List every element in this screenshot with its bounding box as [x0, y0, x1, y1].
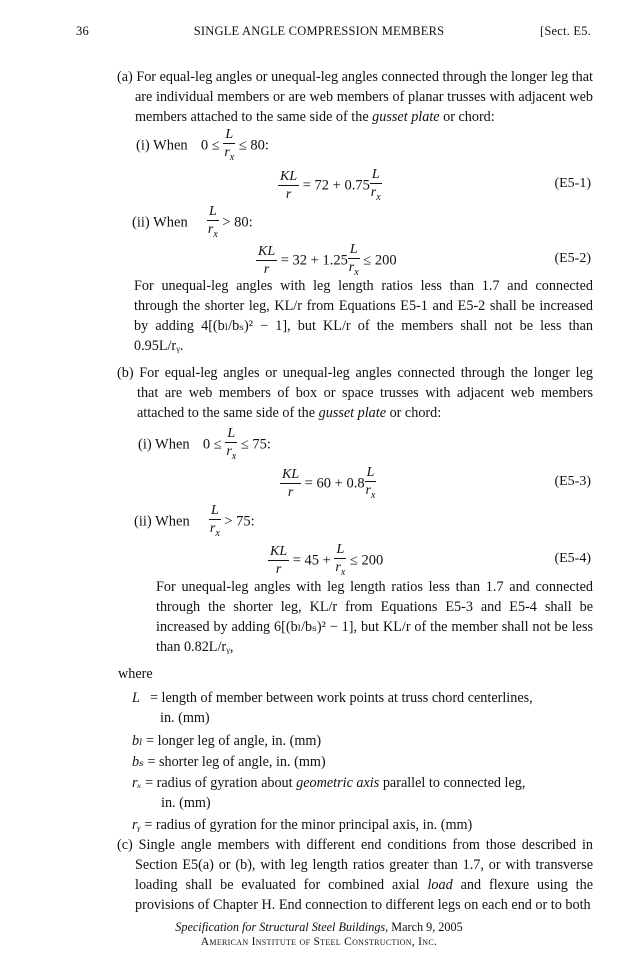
equation-e5-3: $\frac{KL}{r}$ = 60 + 0.8 $\frac{L}{r_x}$ — [282, 465, 376, 501]
equation-number-e5-3: (E5-3) — [554, 474, 591, 489]
equation-e5-4: $\frac{KL}{r}$ = 45 + $\frac{L}{r_x}$ ≤ 200 — [270, 542, 384, 578]
footer-spec: Specification for Structural Steel Buildings, March 9, 2005 — [175, 920, 463, 934]
para-a-text: For equal-leg angles or unequal-leg angles connected through the longer leg that are individual members or are web members of planar trusses with adjacent web members attached to the same side of the — [135, 69, 594, 125]
definition-bs: bₛ = shorter leg of angle, in. (mm) — [132, 754, 326, 770]
case-a-i-label: (i) When — [136, 137, 188, 154]
running-title: SINGLE ANGLE COMPRESSION MEMBERS — [193, 24, 445, 38]
definition-bl: bₗ = longer leg of angle, in. (mm) — [132, 733, 322, 749]
definition-l: L = length of member between work points at truss chord centerlines, in. (mm) — [132, 690, 533, 726]
para-a-end: or chord: — [443, 109, 495, 125]
case-b-i: (i) When 0 ≤ $\frac{L}{r_x}$ ≤ 75: — [138, 426, 271, 462]
footer-publisher: American Institute of Steel Construction, Inc. — [200, 936, 438, 948]
case-a-ii: (ii) When $\frac{L}{r_x}$ > 80: — [132, 204, 253, 240]
para-a-label: (a) — [117, 69, 133, 85]
case-a-i-tail: ≤ 80: — [238, 137, 269, 154]
fraction-l-rx: $\frac{L}{r_x}$ — [224, 127, 235, 163]
para-a-em: gusset plate — [372, 109, 440, 125]
para-a-note: For unequal-leg angles with leg length ratios less than 1.7 and connected through the shorter leg, KL/r from Equations E5-1 and E5-2 shall be increased by adding 4[(bₗ/bₛ)² − 1], but KL/r of the members shall not be less than 0.95L/rᵧ. — [134, 278, 593, 354]
equation-number-e5-4: (E5-4) — [554, 551, 591, 566]
section-ref: [Sect. E5. — [540, 24, 591, 38]
para-a-intro — [117, 67, 593, 127]
equation-e5-1: $\frac{KL}{r}$ = 72 + 0.75 $\frac{L}{r_x}$ — [280, 167, 381, 203]
equation-e5-2: $\frac{KL}{r}$ = 32 + 1.25 $\frac{L}{r_x}$ ≤ 200 — [258, 242, 397, 278]
where-label: where — [118, 666, 153, 682]
case-b-ii: (ii) When $\frac{L}{r_x}$ > 75: — [134, 503, 255, 539]
equation-number-e5-1: (E5-1) — [554, 176, 591, 191]
equation-number-e5-2: (E5-2) — [554, 251, 591, 266]
case-a-i-cond: 0 ≤ — [200, 137, 220, 154]
para-b-intro: (b) For equal-leg angles or unequal-leg angles connected through the longer leg that are web members of box or space trusses with adjacent web members attached to the same side of the gusset plate or chord: — [117, 365, 593, 421]
para-c: (c) Single angle members with different end conditions from those described in Section E5(a) or (b), with leg length ratios greater than 1.7, or with transverse loading shall be evaluated for combined axial load and flexure using the provisions of Chapter H. End connection to different legs on each end or to both — [117, 837, 594, 913]
case-a-i — [136, 126, 269, 166]
definition-rz: rᵧ = radius of gyration for the minor principal axis, in. (mm) — [132, 817, 473, 833]
para-b-note: For unequal-leg angles with leg length ratios less than 1.7 and connected through the shorter leg, KL/r from Equations E5-3 and E5-4 shall be increased by adding 6[(bₗ/bₛ)² − 1], but KL/r of the member shall not be less than 0.82L/rᵧ, — [156, 579, 593, 655]
definition-rx: rₓ = radius of gyration about geometric axis parallel to connected leg, in. (mm) — [132, 775, 526, 811]
page-number: 36 — [76, 24, 89, 38]
